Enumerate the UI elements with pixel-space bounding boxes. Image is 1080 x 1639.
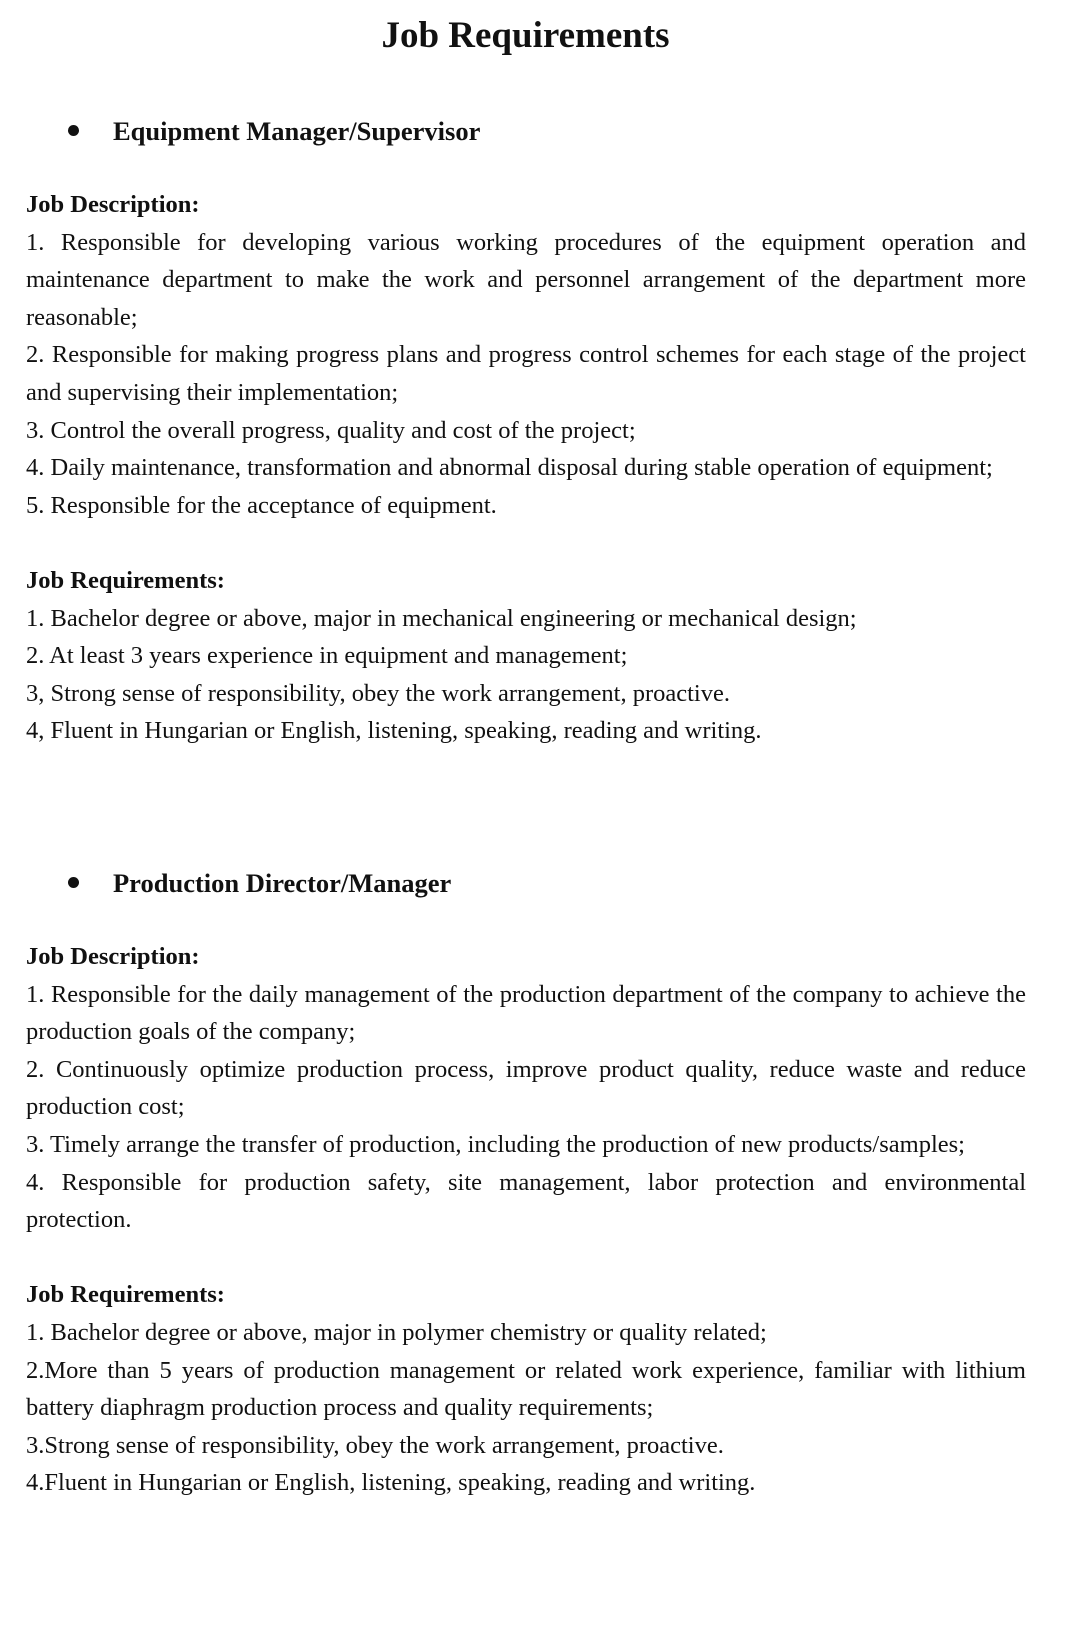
section-heading: Job Requirements:	[26, 1281, 225, 1309]
bullet-icon	[68, 125, 79, 136]
position-title: Production Director/Manager	[113, 868, 452, 898]
list-item: 3. Timely arrange the transfer of production, including the production of new products/samples;	[26, 1130, 965, 1158]
list-item: 2. Responsible for making progress plans and progress control schemes for each stage of the project and supervising their implementation;	[26, 341, 1026, 406]
requirements-list	[26, 600, 1026, 750]
section-heading: Job Description:	[26, 191, 200, 218]
list-item: 5. Responsible for the acceptance of equipment.	[26, 491, 497, 519]
position-header	[68, 864, 1026, 902]
list-item: 1. Responsible for developing various working procedures of the equipment operation and maintenance department to make the work and personnel arrangement of the department more reasonable;	[26, 228, 1026, 331]
section-heading: Job Requirements:	[26, 566, 225, 594]
position-header	[68, 112, 1026, 150]
list-item: 3, Strong sense of responsibility, obey the work arrangement, proactive.	[26, 679, 730, 707]
bullet-icon	[68, 877, 79, 888]
job-requirements-section	[26, 562, 1026, 750]
list-item: 1. Bachelor degree or above, major in polymer chemistry or quality related;	[26, 1318, 767, 1346]
position-title: Equipment Manager/Supervisor	[113, 116, 481, 146]
section-heading: Job Description:	[26, 943, 200, 970]
description-list	[26, 224, 1026, 525]
list-item: 3. Control the overall progress, quality and cost of the project;	[26, 416, 636, 444]
list-item: 2. At least 3 years experience in equipment and management;	[26, 642, 628, 670]
list-item: 3.Strong sense of responsibility, obey the work arrangement, proactive.	[26, 1431, 724, 1459]
list-item: 2. Continuously optimize production process, improve product quality, reduce waste and reduce production cost;	[26, 1055, 1026, 1121]
list-item: 4. Daily maintenance, transformation and abnormal disposal during stable operation of equipment;	[26, 454, 993, 482]
list-item: 4. Responsible for production safety, site management, labor protection and environmental protection.	[26, 1168, 1026, 1234]
list-item: 4, Fluent in Hungarian or English, listening, speaking, reading and writing.	[26, 717, 762, 745]
job-description-section	[26, 186, 1026, 524]
job-requirements-section	[26, 1276, 1026, 1502]
list-item: 1. Responsible for the daily management of the production department of the company to achieve the production goals of the company;	[26, 980, 1026, 1046]
job-description-section	[26, 938, 1026, 1239]
list-item: 4.Fluent in Hungarian or English, listening, speaking, reading and writing.	[26, 1469, 756, 1497]
list-item: 2.More than 5 years of production management or related work experience, familiar with lithium battery diaphragm production process and quality requirements;	[26, 1356, 1026, 1422]
description-list	[26, 976, 1026, 1239]
position-section	[26, 864, 1026, 1502]
list-item: 1. Bachelor degree or above, major in mechanical engineering or mechanical design;	[26, 604, 857, 632]
page-title: Job Requirements	[381, 15, 670, 56]
position-section	[26, 112, 1026, 750]
requirements-list	[26, 1314, 1026, 1502]
